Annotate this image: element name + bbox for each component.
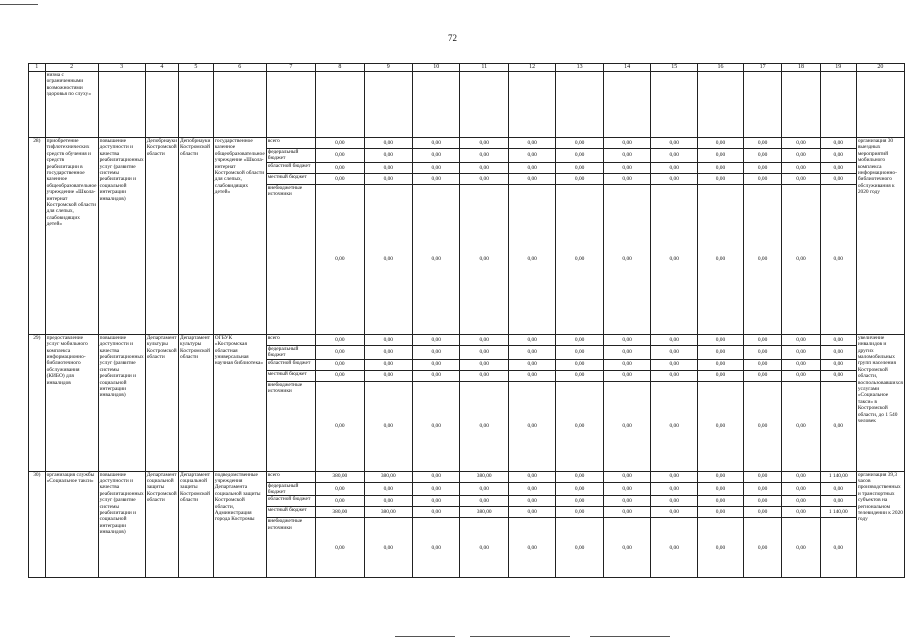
empty-cell (556, 72, 603, 138)
funding-value: 0,00 (413, 334, 460, 345)
funding-value: 0,00 (603, 471, 650, 482)
funding-value: 0,00 (603, 149, 650, 163)
funding-source: федеральный бюджет (266, 482, 315, 496)
funding-value: 0,00 (508, 507, 555, 518)
activity-goal: повышение доступности и качества реабилитационных услуг (развитие системы реабилитации и социальной интеграции инвалидов) (98, 471, 145, 578)
funding-value: 0,00 (413, 507, 460, 518)
funding-value: 0,00 (743, 381, 781, 471)
funding-value: 0,00 (743, 173, 781, 184)
funding-value: 380,00 (364, 471, 412, 482)
funding-source: внебюджетные источники (266, 518, 315, 578)
participant: государственное казенное общеобразовательное учреждение «Школа-интернат Костромской области для слепых, слабовидящих детей» (213, 138, 266, 335)
funding-value: 0,00 (460, 162, 508, 173)
funding-value: 0,00 (364, 345, 412, 359)
funding-value: 0,00 (782, 496, 820, 507)
funding-value: 0,00 (820, 334, 856, 345)
funding-value: 0,00 (651, 334, 698, 345)
empty-cell (98, 72, 145, 138)
bottom-mark (470, 636, 570, 637)
funding-value: 0,00 (460, 482, 508, 496)
funding-value: 0,00 (316, 359, 364, 370)
funding-value: 0,00 (413, 184, 460, 334)
funding-value: 0,00 (364, 173, 412, 184)
funding-value: 0,00 (698, 507, 744, 518)
funding-value: 0,00 (556, 518, 603, 578)
program-row (29, 471, 905, 482)
funding-value: 0,00 (603, 496, 650, 507)
funding-value: 0,00 (413, 518, 460, 578)
funding-value: 0,00 (556, 507, 603, 518)
funding-value: 0,00 (782, 162, 820, 173)
funding-value: 0,00 (651, 518, 698, 578)
funding-value: 0,00 (413, 381, 460, 471)
activity-name: предоставление услуг мобильного комплекса информационно-библиотечного обслуживания (КИБО) для инвалидов (45, 334, 98, 471)
funding-value: 0,00 (508, 162, 555, 173)
column-number-header: 13 (556, 64, 603, 72)
program-row (29, 334, 905, 345)
funding-value: 0,00 (743, 496, 781, 507)
responsible-executor: Департамент культуры Костромской области (145, 334, 178, 471)
funding-value: 0,00 (556, 138, 603, 149)
program-table (28, 63, 905, 578)
funding-value: 0,00 (651, 482, 698, 496)
empty-cell (603, 72, 650, 138)
column-number-header: 12 (508, 64, 555, 72)
funding-value: 0,00 (316, 482, 364, 496)
funding-value: 0,00 (603, 184, 650, 334)
row-number: 29) (29, 334, 46, 471)
column-number-header: 17 (743, 64, 781, 72)
funding-value: 0,00 (820, 345, 856, 359)
funding-value: 0,00 (698, 381, 744, 471)
funding-value: 0,00 (364, 359, 412, 370)
empty-cell (782, 72, 820, 138)
funding-value: 0,00 (460, 518, 508, 578)
funding-source: областной бюджет (266, 496, 315, 507)
funding-value: 0,00 (698, 482, 744, 496)
funding-value: 0,00 (820, 496, 856, 507)
funding-value: 0,00 (508, 345, 555, 359)
funding-value: 380,00 (316, 471, 364, 482)
column-number-header: 10 (413, 64, 460, 72)
funding-value: 0,00 (743, 482, 781, 496)
funding-value: 0,00 (556, 482, 603, 496)
funding-source: областной бюджет (266, 162, 315, 173)
funding-value: 0,00 (820, 173, 856, 184)
funding-value: 0,00 (698, 518, 744, 578)
funding-value: 0,00 (460, 184, 508, 334)
empty-cell (856, 72, 904, 138)
funding-value: 0,00 (820, 370, 856, 381)
funding-value: 0,00 (316, 184, 364, 334)
funding-value: 0,00 (820, 162, 856, 173)
funding-value: 0,00 (820, 149, 856, 163)
funding-value: 0,00 (698, 334, 744, 345)
funding-value: 0,00 (413, 370, 460, 381)
column-number-header: 19 (820, 64, 856, 72)
funding-value: 0,00 (782, 149, 820, 163)
funding-value: 0,00 (460, 370, 508, 381)
funding-value: 0,00 (508, 334, 555, 345)
responsible-executor: Депобрнауки Костромской области (145, 138, 178, 335)
funding-value: 0,00 (603, 138, 650, 149)
funding-value: 0,00 (413, 482, 460, 496)
funding-value: 0,00 (460, 381, 508, 471)
funding-value: 0,00 (603, 345, 650, 359)
funding-value: 0,00 (782, 507, 820, 518)
funding-value: 0,00 (651, 345, 698, 359)
funding-value: 0,00 (603, 507, 650, 518)
funding-value: 0,00 (743, 507, 781, 518)
funding-value: 0,00 (698, 173, 744, 184)
funding-value: 0,00 (698, 138, 744, 149)
funding-value: 0,00 (556, 370, 603, 381)
funding-value: 0,00 (603, 359, 650, 370)
funding-source: внебюджетные источники (266, 381, 315, 471)
funding-value: 0,00 (743, 138, 781, 149)
funding-value: 380,00 (364, 507, 412, 518)
participant: ОГБУК «Костромская областная универсальная научная библиотека» (213, 334, 266, 471)
funding-value: 0,00 (508, 149, 555, 163)
column-number-header: 8 (316, 64, 364, 72)
funding-value: 0,00 (556, 345, 603, 359)
participant: подведомственные учреждения Департамента социальной защиты Костромской области, Администрация города Костромы (213, 471, 266, 578)
funding-value: 0,00 (508, 184, 555, 334)
funding-source: местный бюджет (266, 507, 315, 518)
activity-goal: повышение доступности и качества реабилитационных услуг (развитие системы реабилитации и социальной интеграции инвалидов) (98, 138, 145, 335)
funding-source: местный бюджет (266, 370, 315, 381)
funding-value: 0,00 (698, 496, 744, 507)
funding-value: 0,00 (556, 162, 603, 173)
funding-value: 0,00 (556, 471, 603, 482)
funding-value: 0,00 (782, 359, 820, 370)
funding-value: 0,00 (743, 370, 781, 381)
funding-value: 0,00 (316, 334, 364, 345)
funding-value: 0,00 (460, 149, 508, 163)
funding-source: федеральный бюджет (266, 149, 315, 163)
funding-value: 0,00 (782, 184, 820, 334)
funding-value: 0,00 (556, 496, 603, 507)
funding-value: 0,00 (556, 381, 603, 471)
funding-value: 0,00 (556, 173, 603, 184)
funding-value: 380,00 (316, 507, 364, 518)
funding-value: 0,00 (508, 173, 555, 184)
column-number-header: 9 (364, 64, 412, 72)
funding-value: 0,00 (651, 138, 698, 149)
funding-source: всего (266, 138, 315, 149)
column-number-header: 16 (698, 64, 744, 72)
empty-cell (413, 72, 460, 138)
funding-value: 0,00 (413, 359, 460, 370)
funding-value: 0,00 (820, 359, 856, 370)
empty-cell (508, 72, 555, 138)
funding-value: 0,00 (651, 496, 698, 507)
funding-value: 0,00 (820, 518, 856, 578)
funding-value: 0,00 (782, 334, 820, 345)
funding-value: 0,00 (316, 496, 364, 507)
page-number: 72 (448, 33, 457, 43)
funding-value: 0,00 (820, 184, 856, 334)
funding-value: 0,00 (603, 370, 650, 381)
co-executor: Департамент культуры Костромской области (179, 334, 214, 471)
funding-value: 0,00 (782, 370, 820, 381)
funding-value: 0,00 (651, 471, 698, 482)
column-number-header: 2 (45, 64, 98, 72)
funding-value: 0,00 (651, 507, 698, 518)
funding-value: 0,00 (413, 149, 460, 163)
expected-result: увеличение инвалидов и других маломобильных групп населения Костромской области, воспользовавшихся услугами «Социальное такси» в Костромской области, до 1 540 человек (856, 334, 904, 471)
column-number-row (29, 64, 905, 72)
funding-value: 0,00 (413, 496, 460, 507)
funding-source: всего (266, 334, 315, 345)
funding-value: 0,00 (316, 173, 364, 184)
funding-value: 0,00 (820, 381, 856, 471)
empty-cell (29, 72, 46, 138)
column-number-header: 6 (213, 64, 266, 72)
funding-value: 0,00 (782, 138, 820, 149)
activity-name: приобретение тифлотехнических средств обучения и средств реабилитации в государственное казенное общеобразовательное учреждение «Школа-интернат Костромской области для слепых, слабовидящих детей» (45, 138, 98, 335)
empty-cell (743, 72, 781, 138)
funding-value: 0,00 (508, 370, 555, 381)
funding-value: 0,00 (743, 184, 781, 334)
bottom-mark (395, 636, 455, 637)
funding-value: 0,00 (782, 345, 820, 359)
row-number: 30) (29, 471, 46, 578)
funding-value: 0,00 (651, 149, 698, 163)
funding-value: 0,00 (508, 496, 555, 507)
activity-goal: повышение доступности и качества реабилитационных услуг (развитие системы реабилитации и социальной интеграции инвалидов) (98, 334, 145, 471)
funding-value: 0,00 (508, 359, 555, 370)
column-number-header: 15 (651, 64, 698, 72)
funding-value: 0,00 (603, 381, 650, 471)
program-row (29, 138, 905, 149)
empty-cell (213, 72, 266, 138)
funding-value: 0,00 (508, 381, 555, 471)
funding-value: 0,00 (556, 184, 603, 334)
funding-source: федеральный бюджет (266, 345, 315, 359)
funding-value: 0,00 (743, 334, 781, 345)
funding-value: 0,00 (364, 184, 412, 334)
funding-source: областной бюджет (266, 359, 315, 370)
funding-value: 0,00 (364, 162, 412, 173)
funding-value: 0,00 (316, 345, 364, 359)
funding-value: 0,00 (651, 184, 698, 334)
funding-value: 0,00 (603, 173, 650, 184)
funding-value: 0,00 (698, 184, 744, 334)
empty-cell (460, 72, 508, 138)
funding-value: 0,00 (364, 482, 412, 496)
funding-value: 0,00 (698, 149, 744, 163)
column-number-header: 11 (460, 64, 508, 72)
column-number-header: 7 (266, 64, 315, 72)
funding-value: 0,00 (460, 138, 508, 149)
funding-value: 0,00 (651, 370, 698, 381)
funding-value: 0,00 (364, 149, 412, 163)
empty-cell (651, 72, 698, 138)
funding-value: 0,00 (698, 162, 744, 173)
top-left-mark (0, 4, 38, 5)
co-executor: Депобрнауки Костромской области (179, 138, 214, 335)
expected-result: организация 39,3 часов производственных и транспортных субъектов на региональном телевидении к 2020 году (856, 471, 904, 578)
column-number-header: 18 (782, 64, 820, 72)
funding-source: внебюджетные источники (266, 184, 315, 334)
funding-value: 0,00 (316, 370, 364, 381)
funding-value: 0,00 (743, 471, 781, 482)
funding-value: 0,00 (556, 334, 603, 345)
funding-value: 0,00 (316, 162, 364, 173)
funding-value: 0,00 (316, 518, 364, 578)
funding-value: 0,00 (364, 381, 412, 471)
funding-value: 0,00 (743, 162, 781, 173)
column-number-header: 3 (98, 64, 145, 72)
responsible-executor: Департамент социальной защиты Костромской области (145, 471, 178, 578)
funding-value: 0,00 (651, 381, 698, 471)
funding-value: 0,00 (782, 381, 820, 471)
empty-cell (364, 72, 412, 138)
funding-value: 0,00 (651, 173, 698, 184)
column-number-header: 5 (179, 64, 214, 72)
funding-value: 0,00 (698, 370, 744, 381)
funding-value: 0,00 (460, 496, 508, 507)
funding-value: 1 140,00 (820, 507, 856, 518)
funding-value: 380,00 (460, 507, 508, 518)
funding-value: 0,00 (603, 162, 650, 173)
funding-value: 0,00 (460, 334, 508, 345)
funding-value: 0,00 (782, 482, 820, 496)
funding-value: 0,00 (413, 138, 460, 149)
funding-value: 0,00 (413, 173, 460, 184)
funding-value: 0,00 (316, 381, 364, 471)
funding-value: 0,00 (743, 359, 781, 370)
funding-value: 0,00 (698, 345, 744, 359)
funding-value: 0,00 (460, 345, 508, 359)
funding-value: 1 140,00 (820, 471, 856, 482)
funding-value: 0,00 (820, 482, 856, 496)
funding-value: 0,00 (460, 359, 508, 370)
empty-cell (316, 72, 364, 138)
funding-value: 0,00 (364, 138, 412, 149)
funding-value: 0,00 (413, 162, 460, 173)
funding-value: 0,00 (508, 138, 555, 149)
activity-name: организация службы «Социальное такси» (45, 471, 98, 578)
funding-value: 0,00 (782, 471, 820, 482)
funding-value: 0,00 (364, 518, 412, 578)
funding-value: 0,00 (743, 149, 781, 163)
funding-value: 0,00 (820, 138, 856, 149)
funding-value: 380,00 (460, 471, 508, 482)
funding-value: 0,00 (651, 162, 698, 173)
column-number-header: 14 (603, 64, 650, 72)
row-number: 28) (29, 138, 46, 335)
funding-value: 0,00 (556, 359, 603, 370)
funding-value: 0,00 (508, 518, 555, 578)
funding-value: 0,00 (698, 359, 744, 370)
empty-cell (698, 72, 744, 138)
funding-value: 0,00 (508, 482, 555, 496)
funding-value: 0,00 (413, 345, 460, 359)
funding-value: 0,00 (782, 518, 820, 578)
expected-result: организация 30 выездных мероприятий мобильного комплекса информационно-библиотечного обслуживания к 2020 году (856, 138, 904, 335)
funding-value: 0,00 (698, 471, 744, 482)
funding-value: 0,00 (743, 345, 781, 359)
column-number-header: 4 (145, 64, 178, 72)
funding-value: 0,00 (413, 471, 460, 482)
bottom-mark (590, 636, 670, 637)
funding-value: 0,00 (460, 173, 508, 184)
empty-cell (820, 72, 856, 138)
funding-value: 0,00 (743, 518, 781, 578)
funding-value: 0,00 (603, 334, 650, 345)
funding-source: местный бюджет (266, 173, 315, 184)
column-number-header: 20 (856, 64, 904, 72)
funding-value: 0,00 (651, 359, 698, 370)
funding-value: 0,00 (508, 471, 555, 482)
column-number-header: 1 (29, 64, 46, 72)
empty-cell (266, 72, 315, 138)
empty-cell (145, 72, 178, 138)
funding-value: 0,00 (603, 518, 650, 578)
funding-value: 0,00 (556, 149, 603, 163)
continuation-text: низма с ограниченными возможностями здоровья по слуху» (45, 72, 98, 138)
co-executor: Департамент социальной защиты Костромской области (179, 471, 214, 578)
funding-value: 0,00 (782, 173, 820, 184)
funding-source: всего (266, 471, 315, 482)
funding-value: 0,00 (603, 482, 650, 496)
funding-value: 0,00 (316, 149, 364, 163)
funding-value: 0,00 (364, 496, 412, 507)
continuation-row (29, 72, 905, 138)
funding-value: 0,00 (364, 370, 412, 381)
funding-value: 0,00 (316, 138, 364, 149)
empty-cell (179, 72, 214, 138)
funding-value: 0,00 (364, 334, 412, 345)
